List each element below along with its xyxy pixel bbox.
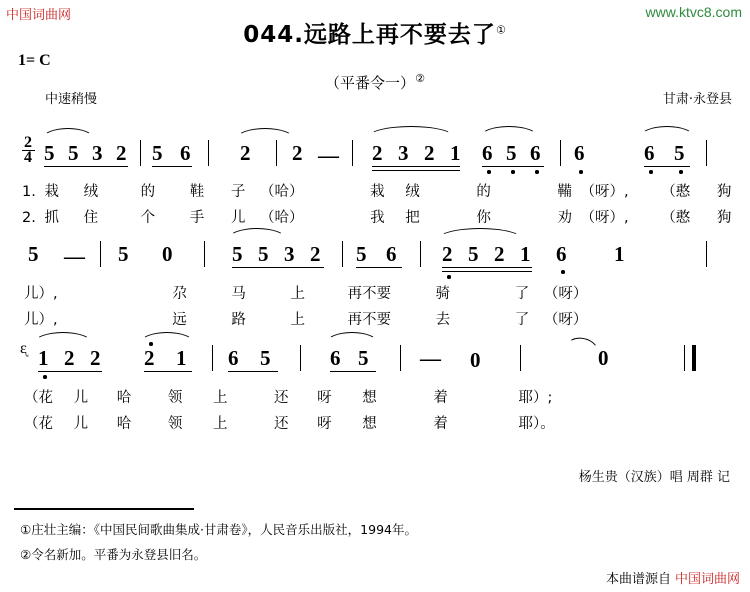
page-title-text: 044.远路上再不要去了 <box>243 22 496 48</box>
barline <box>706 241 707 267</box>
note: 1 <box>520 242 531 266</box>
lyric-syllable: 想 <box>362 390 377 406</box>
lyric-syllable: 再不要 <box>347 286 392 302</box>
lyric-syllable: 你 <box>476 210 491 226</box>
lyric-syllable: （哈） <box>260 210 304 226</box>
beam <box>442 271 532 272</box>
note: 3 <box>284 242 295 266</box>
lyric-syllable: 儿 <box>230 210 246 226</box>
time-signature-denominator: 4 <box>24 149 32 166</box>
barline <box>684 345 685 371</box>
tempo-marking: 中速稍慢 <box>45 92 98 107</box>
slur-mark <box>42 128 94 139</box>
barline <box>560 140 561 166</box>
lyric-syllable: 着 <box>433 390 448 406</box>
octave-dot <box>149 342 153 346</box>
source-prefix: 本曲谱源自 <box>605 572 671 587</box>
subtitle-footnote-marker: ② <box>415 72 425 85</box>
performer-credit: 杨生贵（汉族）唱 周群 记 <box>578 470 730 485</box>
lyric-syllable: 骑 <box>435 286 451 302</box>
note: 2 <box>116 141 127 165</box>
lyric-syllable: 还 <box>274 416 289 432</box>
octave-dot <box>487 170 491 174</box>
beam <box>232 267 324 268</box>
lyric-syllable: （花 <box>24 390 53 406</box>
lyric-syllable: 尕 <box>172 286 187 302</box>
barline <box>520 345 521 371</box>
note: 2 <box>90 346 101 370</box>
lyric-syllable: 我 <box>370 210 385 226</box>
lyric-syllable: 栽 <box>44 184 59 200</box>
slur-mark <box>565 335 601 355</box>
barline <box>212 345 213 371</box>
footnote-divider <box>14 508 194 510</box>
note: 5 <box>258 242 269 266</box>
lyric-syllable: 上 <box>290 286 305 302</box>
octave-dot <box>579 170 583 174</box>
lyric-syllable: 手 <box>189 210 205 226</box>
note: 2 <box>144 346 155 370</box>
note: 5 <box>356 242 367 266</box>
octave-dot <box>447 275 451 279</box>
note: 2 <box>442 242 453 266</box>
time-signature-numerator: 2 <box>24 134 32 151</box>
note: 6 <box>228 346 239 370</box>
source-site-name: 中国词曲网 <box>674 572 740 587</box>
lyric-syllable: 哈 <box>116 390 132 406</box>
lyric-line <box>24 412 555 433</box>
lyric-syllable: 儿）, <box>24 312 58 328</box>
lyric-syllable: （憨 <box>661 184 691 200</box>
lyric-line <box>24 308 587 329</box>
slur-mark <box>480 126 538 137</box>
note: 2 <box>310 242 321 266</box>
note: 5 <box>506 141 517 165</box>
lyric-syllable: 住 <box>83 210 99 226</box>
slur-mark <box>640 126 694 137</box>
note: 3 <box>398 141 409 165</box>
note: 2 <box>494 242 505 266</box>
lyric-line <box>22 180 731 201</box>
note: 6 <box>556 242 567 266</box>
lyric-syllable: 想 <box>362 416 377 432</box>
lyric-syllable: 儿 <box>73 416 89 432</box>
barline <box>140 140 141 166</box>
lyric-syllable: 狗 <box>716 184 732 200</box>
note: 5 <box>118 242 129 266</box>
lyric-syllable: 领 <box>167 416 183 432</box>
lyric-syllable: 鞴 <box>557 184 572 200</box>
note: 5 <box>28 242 39 266</box>
note: 2 <box>64 346 75 370</box>
note: 3 <box>92 141 103 165</box>
lyric-syllable: （花 <box>24 416 53 432</box>
note: 2 <box>372 141 383 165</box>
lyric-syllable: （憨 <box>661 210 691 226</box>
lyric-syllable: 远 <box>172 312 187 328</box>
note: 6 <box>180 141 191 165</box>
note: 5 <box>68 141 79 165</box>
lyric-syllable: （呀）, <box>580 184 629 200</box>
subtitle-text: （平番令一） <box>325 74 416 92</box>
note: 5 <box>152 141 163 165</box>
lyric-syllable: 领 <box>167 390 183 406</box>
beam <box>442 267 532 268</box>
note: 1 <box>176 346 187 370</box>
lyric-syllable: 绒 <box>405 184 420 200</box>
lyric-syllable: 了 <box>514 286 530 302</box>
lyric-syllable: 马 <box>231 286 246 302</box>
octave-dot <box>561 270 565 274</box>
note: 6 <box>482 141 493 165</box>
note: 5 <box>674 141 685 165</box>
barline <box>204 241 205 267</box>
note: 6 <box>386 242 397 266</box>
key-signature: 1= C <box>18 52 51 69</box>
note: 0 <box>162 242 173 266</box>
note-sustain-dash: — <box>64 244 85 268</box>
lyric-syllable: （呀）, <box>580 210 629 226</box>
note: 5 <box>44 141 55 165</box>
beam <box>228 371 278 372</box>
lyric-syllable: 子 <box>230 184 246 200</box>
barline <box>352 140 353 166</box>
note: 5 <box>468 242 479 266</box>
note: 5 <box>358 346 369 370</box>
barline <box>420 241 421 267</box>
beam <box>644 166 690 167</box>
lyric-syllable: 狗 <box>716 210 732 226</box>
lyric-verse-number: 1. <box>22 184 36 200</box>
beam <box>482 166 544 167</box>
note: 1 <box>38 346 49 370</box>
note-sustain-dash: 0 <box>470 348 481 372</box>
lyric-syllable: 劝 <box>557 210 572 226</box>
lyric-syllable: 路 <box>231 312 246 328</box>
lyric-verse-number: 2. <box>22 210 36 226</box>
lyric-syllable: （呀） <box>543 312 588 328</box>
lyric-syllable: 上 <box>290 312 305 328</box>
source-attribution <box>606 568 740 587</box>
lyric-syllable: 抓 <box>44 210 59 226</box>
note: 2 <box>292 141 303 165</box>
beam <box>372 170 460 171</box>
breath-mark-icon: ᶓ <box>20 340 27 357</box>
lyric-syllable: 着 <box>433 416 448 432</box>
lyric-syllable: 耶）; <box>518 390 553 406</box>
lyric-syllable: 呀 <box>317 416 332 432</box>
octave-dot <box>43 375 47 379</box>
lyric-syllable: 儿 <box>73 390 89 406</box>
region-label: 甘肃·永登县 <box>662 92 732 107</box>
octave-dot <box>535 170 539 174</box>
lyric-syllable: （哈） <box>260 184 304 200</box>
lyric-line <box>24 282 587 303</box>
slur-mark <box>326 332 378 343</box>
note: 6 <box>644 141 655 165</box>
slur-mark <box>228 228 286 239</box>
slur-mark <box>34 332 92 343</box>
slur-mark <box>438 228 522 239</box>
beam <box>152 166 192 167</box>
beam <box>356 267 402 268</box>
beam <box>38 371 102 372</box>
octave-dot <box>679 170 683 174</box>
lyric-syllable: 哈 <box>116 416 132 432</box>
octave-dot <box>511 170 515 174</box>
lyric-syllable: 绒 <box>83 184 99 200</box>
note: — <box>420 346 441 370</box>
note: 5 <box>260 346 271 370</box>
note: 6 <box>330 346 341 370</box>
watermark-left: 中国词曲网 <box>6 8 72 23</box>
note: 1 <box>614 242 625 266</box>
barline <box>276 140 277 166</box>
barline <box>208 140 209 166</box>
barline <box>400 345 401 371</box>
lyric-line <box>22 206 731 227</box>
barline <box>300 345 301 371</box>
lyric-syllable: 耶）。 <box>518 416 555 432</box>
note: 6 <box>530 141 541 165</box>
lyric-syllable: 鞋 <box>189 184 205 200</box>
title-footnote-marker: ① <box>495 23 507 37</box>
lyric-syllable: 上 <box>212 416 228 432</box>
lyric-syllable: （呀） <box>543 286 588 302</box>
note: 5 <box>232 242 243 266</box>
lyric-syllable: 的 <box>140 184 156 200</box>
lyric-syllable: 个 <box>140 210 156 226</box>
final-barline <box>692 345 696 371</box>
beam <box>330 371 376 372</box>
lyric-syllable: 栽 <box>370 184 385 200</box>
slur-mark <box>140 332 194 343</box>
beam <box>144 371 192 372</box>
lyric-syllable: 呀 <box>317 390 332 406</box>
barline <box>342 241 343 267</box>
footnote-2: ②令名新加。平番为永登县旧名。 <box>20 547 207 562</box>
lyric-syllable: 还 <box>274 390 289 406</box>
note: 1 <box>450 141 461 165</box>
barline <box>100 241 101 267</box>
watermark-site-url: www.ktvc8.com <box>645 4 742 20</box>
note: 0 <box>598 346 609 370</box>
octave-dot <box>649 170 653 174</box>
slur-mark <box>236 128 294 139</box>
lyric-syllable: 上 <box>212 390 228 406</box>
beam <box>372 166 460 167</box>
lyric-syllable: 把 <box>405 210 420 226</box>
lyric-syllable: 了 <box>514 312 530 328</box>
note: 2 <box>424 141 435 165</box>
lyric-line <box>24 386 552 407</box>
lyric-syllable: 的 <box>476 184 491 200</box>
lyric-syllable: 儿）, <box>24 286 58 302</box>
beam <box>44 166 128 167</box>
footnote-1: ①庄壮主编：《中国民间歌曲集成·甘肃卷》，人民音乐出版社，1994年。 <box>20 522 417 537</box>
note: 2 <box>240 141 251 165</box>
barline <box>706 140 707 166</box>
note-sustain-dash: — <box>318 143 339 167</box>
lyric-syllable: 再不要 <box>347 312 392 328</box>
note: 6 <box>574 141 585 165</box>
slur-mark <box>368 126 454 137</box>
lyric-syllable: 去 <box>435 312 451 328</box>
time-signature <box>20 136 36 165</box>
